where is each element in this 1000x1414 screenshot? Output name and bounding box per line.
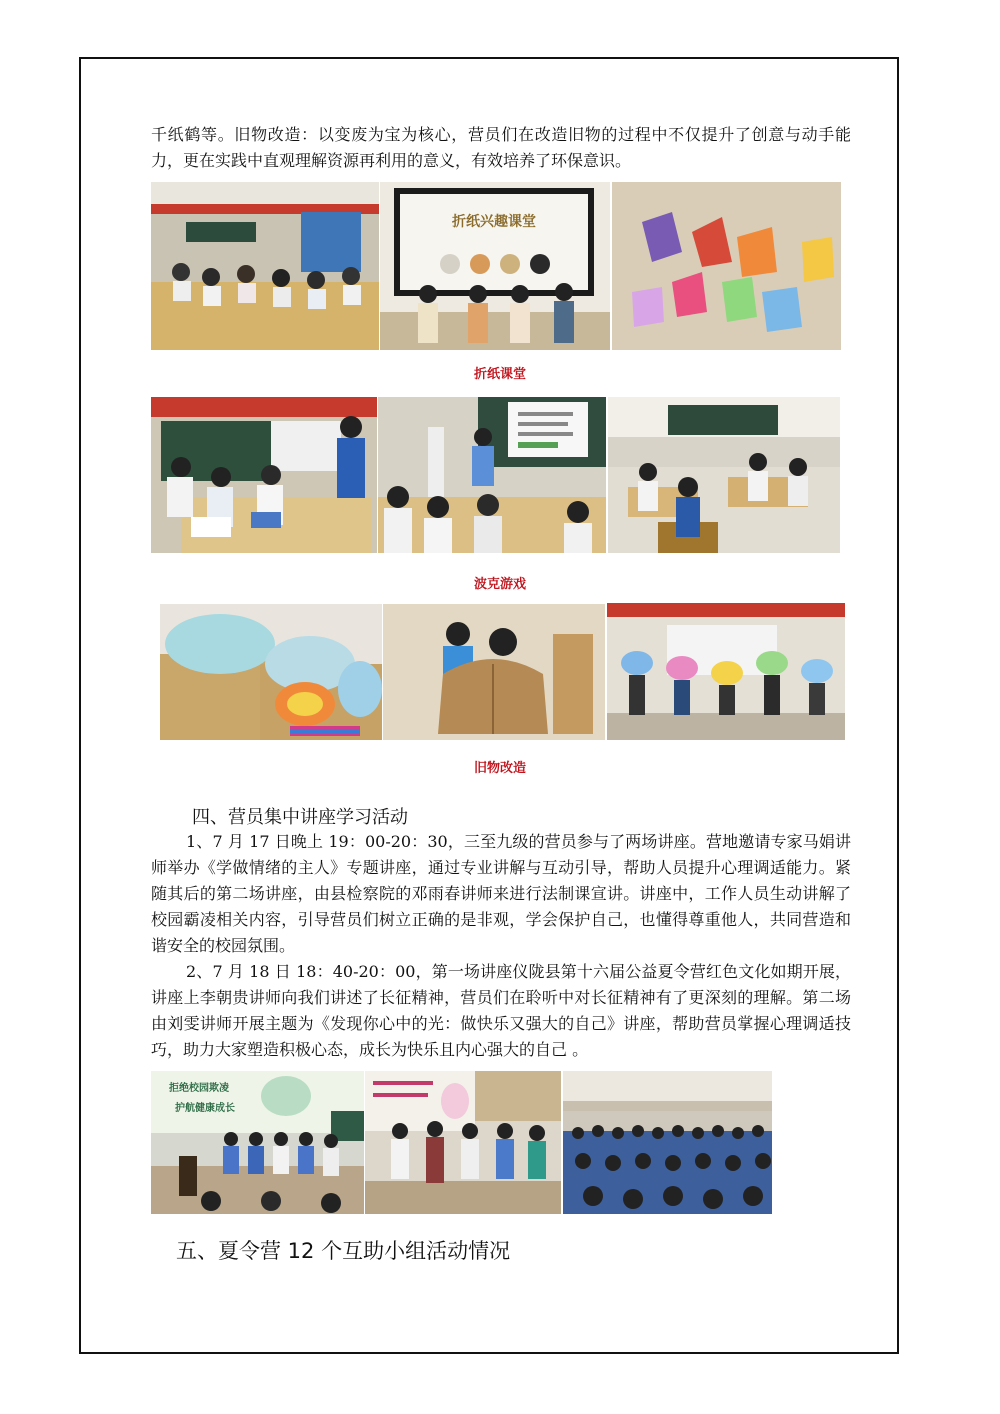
audience-hall-photo [563,1071,772,1214]
classroom-desks-photo [608,397,840,553]
intro-paragraph: 千纸鹤等。旧物改造：以变废为宝为核心，营员们在改造旧物的过程中不仅提升了创意与动手能力，更在实践中直观理解资源再利用的意义，有效培养了环保意识。 [151,125,851,170]
group-butterflies-photo [607,603,845,740]
cardboard-butterfly-photo [383,604,605,740]
caption-poker-game: 波克游戏 [473,577,526,592]
caption-upcycling: 旧物改造 [473,761,526,776]
section-4-title: 四、营员集中讲座学习活动 [192,807,408,828]
section-4-paragraph-2: 2、7 月 18 日 18：40-20：00，第一场讲座仪陇县第十六届公益夏令营红色文化如期开展，讲座上李朝贵讲师向我们讲述了长征精神，营员们在聆听中对长征精神有了更深刻的理解。第二场由刘雯讲师开展主题为《发现你心中的光：做快乐又强大的自己》讲座，帮助营员掌握心理调适技巧，助力大家塑造积极心态，成长为快乐且内心强大的自己 。 [151,962,851,1059]
origami-tulips-photo [612,182,841,350]
classroom-photo [151,182,379,350]
section-5-title: 五、夏令营 12 个互助小组活动情况 [176,1239,511,1263]
teacher-screen-photo [378,397,606,553]
butterfly-crafting-photo [160,604,382,740]
table-game-photo [151,397,377,553]
section-4-paragraph-1: 1、7 月 17 日晚上 19：00-20：30，三至九级的营员参与了两场讲座。营地邀请专家马娟讲师举办《学做情绪的主人》专题讲座，通过专业讲解与互动引导，帮助人员提升心理调适能力。紧随其后的第二场讲座，由县检察院的邓雨春讲师来进行法制课宣讲。讲座中，工作人员生动讲解了校园霸凌相关内容，引导营员们树立正确的是非观，学会保护自己，也懂得尊重他人，共同营造和谐安全的校园氛围。 [151,832,851,955]
slide-line-1: 拒绝校园欺凌 [169,1083,229,1094]
bullying-lecture-photo [151,1071,364,1214]
slide-line-2: 护航健康成长 [175,1103,235,1114]
screen-kids-photo [380,182,610,350]
slide-title: 折纸兴趣课堂 [452,214,536,230]
stage-performance-photo [365,1071,561,1214]
caption-origami-class: 折纸课堂 [473,367,526,382]
